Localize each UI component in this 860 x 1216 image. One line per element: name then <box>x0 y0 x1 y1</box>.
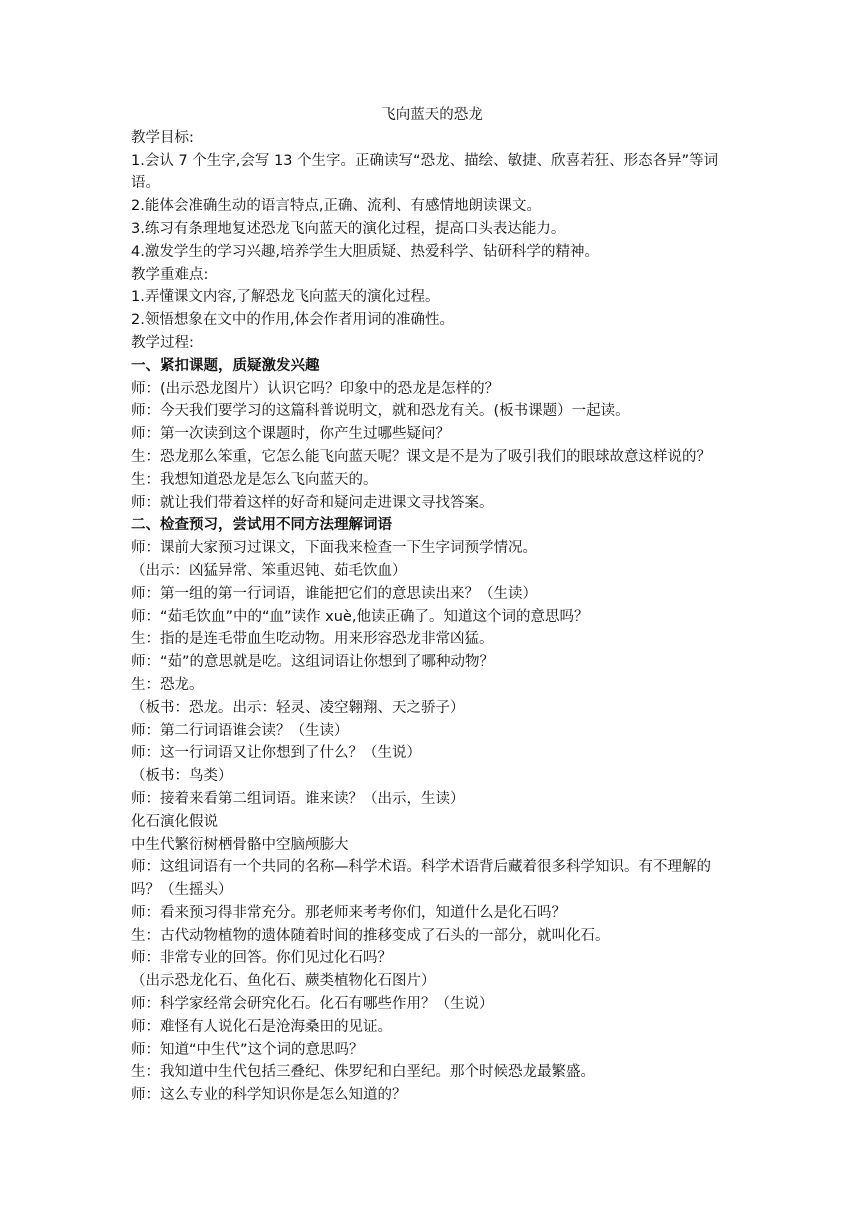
paragraph-line: （板书：鸟类） <box>131 768 233 785</box>
paragraph-line: 师：这么专业的科学知识你是怎么知道的？ <box>131 1087 407 1104</box>
paragraph-line: 师：科学家经常会研究化石。化石有哪些作用？（生说） <box>131 996 494 1013</box>
paragraph-line: 师：第一组的第一行词语，谁能把它们的意思读出来？（生读） <box>131 585 537 602</box>
paragraph-line: 教学过程: <box>131 334 194 351</box>
paragraph-line: 师：(出示恐龙图片）认识它吗？印象中的恐龙是怎样的？ <box>131 380 500 397</box>
paragraph-line: 2.能体会准确生动的语言特点,正确、流利、有感情地朗读课文。 <box>131 198 541 215</box>
paragraph-line: 师：这组词语有一个共同的名称—科学术语。科学术语背后藏着很多科学知识。有不理解的吗？（生摇头） <box>131 859 711 899</box>
paragraph-line: 中生代繁衍树栖骨骼中空脑颅膨大 <box>131 836 349 853</box>
paragraph-line: 师：这一行词语又让你想到了什么？（生说） <box>131 745 421 762</box>
document-title: 飞向蓝天的恐龙 <box>381 107 483 123</box>
document-page <box>131 104 733 1107</box>
paragraph-line: 生：我想知道恐龙是怎么飞向蓝天的。 <box>131 471 378 488</box>
paragraph-line: 生：古代动物植物的遗体随着时间的推移变成了石头的一部分，就叫化石。 <box>131 927 610 944</box>
paragraph-line: （出示：凶猛异常、笨重迟钝、茹毛饮血） <box>131 562 407 579</box>
paragraph-line: 2.领悟想象在文中的作用,体会作者用词的准确性。 <box>131 312 454 329</box>
paragraph-line: （出示恐龙化石、鱼化石、蕨类植物化石图片） <box>131 973 436 990</box>
paragraph-line: 师：第一次读到这个课题时，你产生过哪些疑问？ <box>131 426 450 443</box>
paragraph-line: 3.练习有条理地复述恐龙飞向蓝天的演化过程，提高口头表达能力。 <box>131 220 566 237</box>
paragraph-line: 师：课前大家预习过课文，下面我来检查一下生字词预学情况。 <box>131 540 537 557</box>
paragraph-line: 师：看来预习得非常充分。那老师来考考你们，知道什么是化石吗？ <box>131 904 566 921</box>
section-heading: 二、检查预习，尝试用不同方法理解词语 <box>131 517 392 534</box>
paragraph-line: 师：接着来看第二组词语。谁来读？（出示，生读） <box>131 790 465 807</box>
paragraph-line: 生：我知道中生代包括三叠纪、侏罗纪和白垩纪。那个时候恐龙最繁盛。 <box>131 1064 595 1081</box>
paragraph-line: 4.激发学生的学习兴趣,培养学生大胆质疑、热爱科学、钻研科学的精神。 <box>131 243 599 260</box>
document-body <box>131 127 733 1107</box>
paragraph-line: 生：指的是连毛带血生吃动物。用来形容恐龙非常凶猛。 <box>131 631 494 648</box>
paragraph-line: 教学目标: <box>131 129 194 146</box>
paragraph-line: （板书：恐龙。出示：轻灵、凌空翱翔、天之骄子） <box>131 699 465 716</box>
paragraph-line: 师：“茹”的意思就是吃。这组词语让你想到了哪种动物？ <box>131 654 495 671</box>
paragraph-line: 师：难怪有人说化石是沧海桑田的见证。 <box>131 1018 392 1035</box>
paragraph-line: 生：恐龙那么笨重，它怎么能飞向蓝天呢？课文是不是为了吸引我们的眼球故意这样说的？ <box>131 448 711 465</box>
paragraph-line: 师：“茹毛饮血”中的“血”读作 xuè,他读正确了。知道这个词的意思吗？ <box>131 608 589 625</box>
section-heading: 一、紧扣课题，质疑激发兴趣 <box>131 357 320 374</box>
paragraph-line: 1.弄懂课文内容,了解恐龙飞向蓝天的演化过程。 <box>131 289 440 306</box>
paragraph-line: 师：第二行词语谁会读？（生读） <box>131 722 349 739</box>
paragraph-line: 1.会认 7 个生字,会写 13 个生字。正确读写“恐龙、描绘、敏捷、欣喜若狂、形态各异”等词语。 <box>131 152 719 192</box>
paragraph-line: 教学重难点: <box>131 266 209 283</box>
paragraph-line: 化石演化假说 <box>131 813 218 830</box>
paragraph-line: 生：恐龙。 <box>131 676 204 693</box>
paragraph-line: 师：就让我们带着这样的好奇和疑问走进课文寻找答案。 <box>131 494 494 511</box>
paragraph-line: 师：非常专业的回答。你们见过化石吗？ <box>131 950 392 967</box>
paragraph-line: 师：今天我们要学习的这篇科普说明文，就和恐龙有关。(板书课题）一起读。 <box>131 403 630 420</box>
paragraph-line: 师：知道“中生代”这个词的意思吗？ <box>131 1041 364 1058</box>
